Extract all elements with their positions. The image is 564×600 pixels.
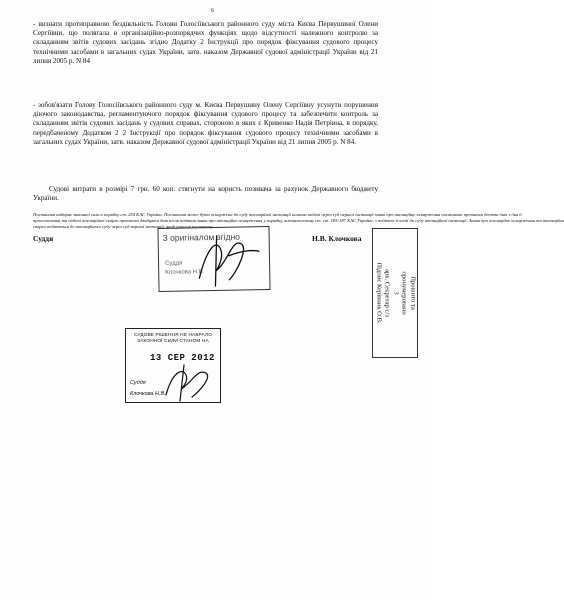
not-in-force-stamp [125, 328, 221, 403]
binding-stamp-line: 3 [392, 291, 400, 295]
appeal-notice-line: проголошення та подачі апеляційної скарги протягом двадцяти днів після подання заяви про апеляційне оскарження у порядку, встановленому ст. ст. 185-187 КАС України, з подачею її копії до суду апеляційної інстанції. Заява про апеляційне оскарження та апеляційна [33, 217, 564, 223]
stamp-judge-label: Суддя [130, 380, 146, 386]
appeal-notice-line: Постанова набирає законної сили в порядку ст. 254 КАС України. Постанова може бути оскаржена до суду апеляційної інстанції шляхом подачі через суд першої інстанції заяви про апеляційне оскарження постанови протягом десяти днів з дня її [33, 212, 522, 217]
stamp-judge-name: Клочкова Н.В. [130, 391, 166, 397]
binding-stamp-line: Прошито та [409, 276, 417, 310]
stamp-original-text: З оригіналом згідно [162, 231, 241, 243]
stamp-judge-label: Суддя [165, 260, 183, 267]
stamp-date: 13 СЕР 2012 [150, 353, 215, 363]
binding-stamp-line: пронумеровано [400, 271, 408, 315]
binding-stamp-line: арк. Секретар с/з [383, 269, 391, 317]
binding-stamp-line: Підпис Керівник О.В. [375, 262, 383, 324]
page-number: 6 [211, 8, 214, 14]
signature-name: Н.В. Клочкова [312, 234, 362, 243]
stamp-header: СУДОВЕ РІШЕННЯ НЕ НАБРАЛО [133, 333, 213, 338]
copy-certification-stamp [157, 226, 270, 292]
stamp-judge-name: Клочкова Н.В. [165, 269, 205, 276]
signature-role: Суддя [33, 234, 54, 243]
stamp-header: ЗАКОННОЇ СИЛИ СТАНОМ НА [137, 339, 209, 344]
paragraph-court-costs: Судові витрати в розмірі 7 грн. 60 коп. стягнути на користь позивача за рахунок Державного бюджету України. [33, 185, 378, 203]
paragraph-oblige-head: - зобов'язати Голову Голосіївського районного суду м. Києва Первушину Олену Сергіївну усунути порушення діючого законодавства, регламентуючого порядок фіксування судового процесу та забезпечити контроль за складанням звітів судових засідань у судових справах, стороною в яких є Кривенко Надія Петрівна, в порядку, передбаченому Додатком 2 2 Інструкції про порядок фіксування судового процесу технічними засобами в загальних судах України, затв. наказом Державної судової адміністрації України від 21 липня 2005 р. N 84. [33, 101, 378, 146]
appeal-notice-line: скарга подаються до апеляційного суду через суд першої інстанції, який ухвалив постанову. [33, 223, 214, 229]
handwritten-signature [126, 329, 220, 402]
binding-stamp [372, 228, 418, 358]
paragraph-declare-unlawful: - визнати протиправною бездіяльність Голови Голосіївського районного суду міста Києва Первушиної Олени Сергіївни, що полягала в організаційно-розпорядчих функціях щодо відсутності належного контролю за складанням звітів судових засідань згідно Додатку 2 Інструкції про порядок фіксування судового процесу технічними засобами в загальних судах України, затв. наказом Державної судової адміністрації України від 21 липня 2005 р. N 84 [33, 20, 378, 65]
handwritten-signature [158, 227, 269, 291]
